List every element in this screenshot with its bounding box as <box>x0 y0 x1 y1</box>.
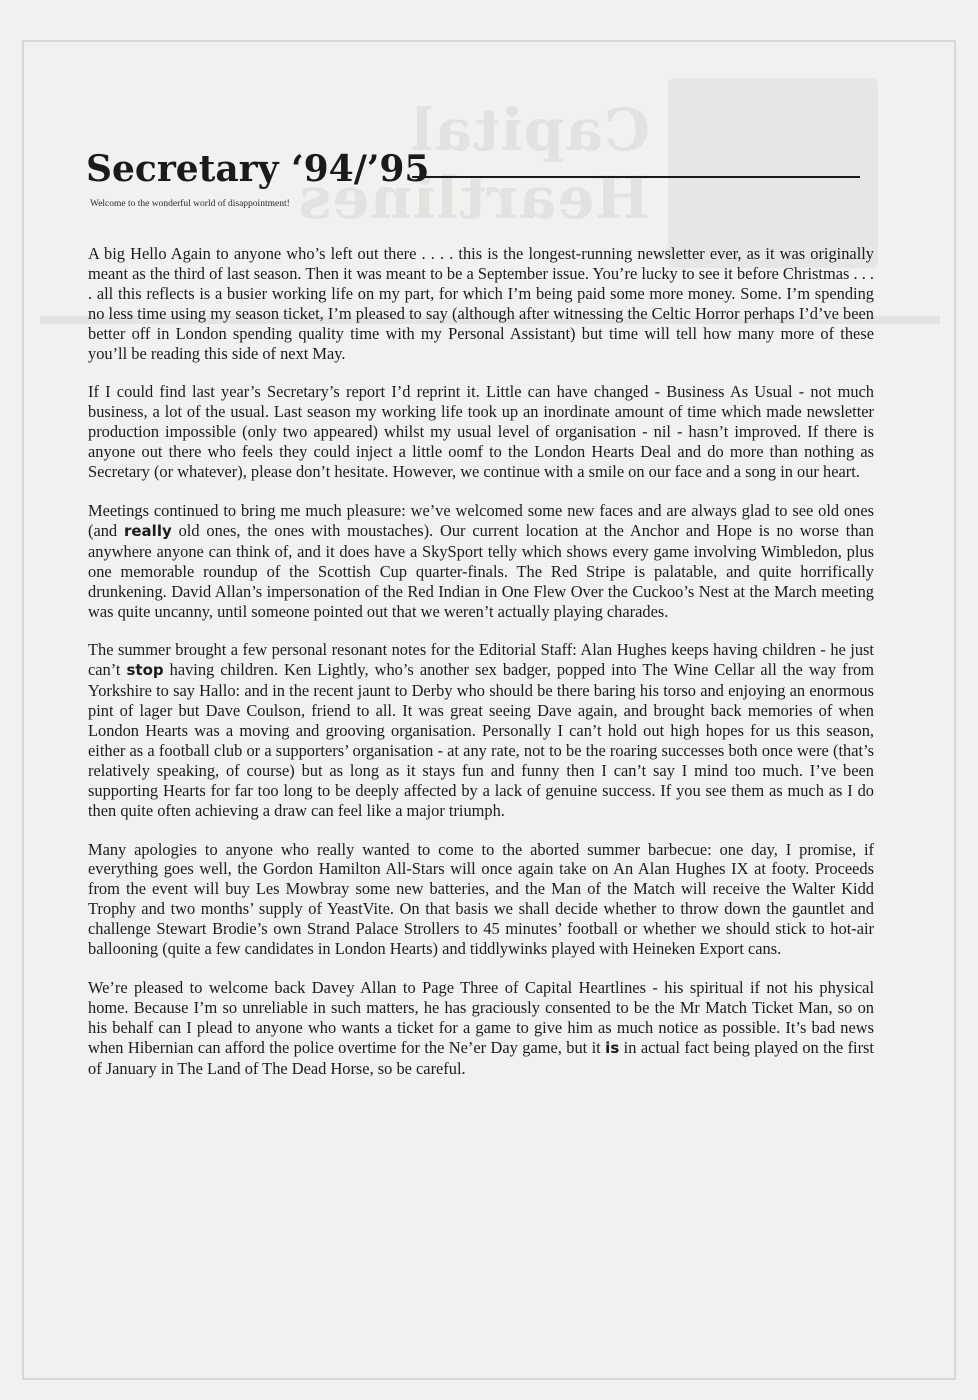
article-body <box>88 244 874 1098</box>
paragraph-summer <box>88 640 874 820</box>
paragraph-intro: A big Hello Again to anyone who’s left out there . . . . this is the longest-running newsletter ever, as it was originally meant as the third of last season. Then it was meant to be a September issue. You’re lucky to see it before Christmas . . . . all this reflects is a busier working life on my part, for which I’m being paid some more money. Some. I’m spending no less time using my season ticket, I’m pleased to say (although after witnessing the Celtic Horror perhaps I’d’ve been better off in London spending quality time with my Personal Assistant) but time will tell how many more of these you’ll be reading this side of next May. <box>88 244 874 363</box>
paragraph-meetings-text-b: old ones, the ones with moustaches). Our current location at the Anchor and Hope is no worse than anywhere anyone can think of, and it does have a SkySport telly which shows every game involving Wimbledon, plus one memorable roundup of the Scottish Cup quarter-finals. The Red Stripe is palatable, and quite horrifically drunkening. David Allan’s impersonation of the Red Indian in One Flew Over the Cuckoo’s Nest at the March meeting was quite uncanny, until someone pointed out that we weren’t actually playing charades. <box>88 520 874 621</box>
article-subtitle: Welcome to the wonderful world of disappointment! <box>90 199 290 209</box>
emphasis-is: is <box>605 1038 620 1057</box>
bleed-through-masthead: Capital Heartlines <box>297 96 650 232</box>
paragraph-barbecue: Many apologies to anyone who really wanted to come to the aborted summer barbecue: one day, I promise, if everything goes well, the Gordon Hamilton All-Stars will once again take on An Alan Hughes IX at footy. Proceeds from the event will buy Les Mowbray some new batteries, and the Man of the Match will receive the Walter Kidd Trophy and two months’ supply of YeastVite. On that basis we shall decide whether to throw down the gauntlet and challenge Stewart Brodie’s own Strand Palace Strollers to 45 minutes’ football or whether we should stick to hot-air ballooning (quite a few candidates in London Hearts) and tiddlywinks played with Heineken Export cans. <box>88 839 874 959</box>
emphasis-stop: stop <box>126 661 164 680</box>
paragraph-tickets-text-a: We’re pleased to welcome back Davey Allan to Page Three of Capital Heartlines - his spiritual if not his physical home. Because I’m so unreliable in such matters, he has graciously consented to be the Mr Match Ticket Man, so on his behalf can I plead to anyone who wants a ticket for a game to give him as much notice as possible. It’s bad news when Hibernian can afford the police overtime for the Ne’er Day game, but it <box>88 978 874 1057</box>
bleed-through-logo <box>668 78 878 268</box>
paragraph-meetings-text-a: Meetings continued to bring me much pleasure: we’ve welcomed some new faces and are always glad to see old ones (and <box>88 500 874 540</box>
paragraph-tickets-text-b: in actual fact being played on the first of January in The Land of The Dead Horse, so be careful. <box>88 1037 874 1078</box>
article-title: Secretary ‘94/’95 <box>86 148 430 190</box>
paragraph-tickets <box>88 978 874 1079</box>
paragraph-last-year: If I could find last year’s Secretary’s report I’d reprint it. Little can have changed - Business As Usual - not much business, a lot of the usual. Last season my working life took up an inordinate amount of time which made newsletter production impossible (only two appeared) whilst my usual level of organisation - nil - hasn’t improved. If there is anyone out there who feels they could inject a little oomf to the London Hearts Deal and do more than nothing as Secretary (or whatever), please don’t hesitate. However, we continue with a smile on our face and a song in our heart. <box>88 382 874 482</box>
paragraph-summer-text-a: The summer brought a few personal resonant notes for the Editorial Staff: Alan Hughes keeps having children - he just can’t <box>88 640 874 680</box>
paragraph-meetings <box>88 501 874 621</box>
paragraph-summer-text-b: having children. Ken Lightly, who’s another sex badger, popped into The Wine Cellar all the way from Yorkshire to say Hallo: and in the recent jaunt to Derby who should be there baring his torso and enjoying an enormous pint of lager but Dave Coulson, friend to all. It was great seeing Dave again, and brought back memories of when London Hearts was a moving and grooving organisation. Personally I can’t hold out high hopes for us this season, either as a football club or a supporters’ organisation - at any rate, not to be the roaring successes both once were (that’s relatively speaking, of course) but as long as it stays fun and funny then I can’t say I mind too much. I’ve been supporting Hearts for far too long to be deeply affected by a lack of genuine success. If you see them as much as I do then quite often achieving a draw can feel like a major triumph. <box>88 660 874 820</box>
title-rule <box>412 176 860 178</box>
emphasis-really: really <box>123 521 172 540</box>
